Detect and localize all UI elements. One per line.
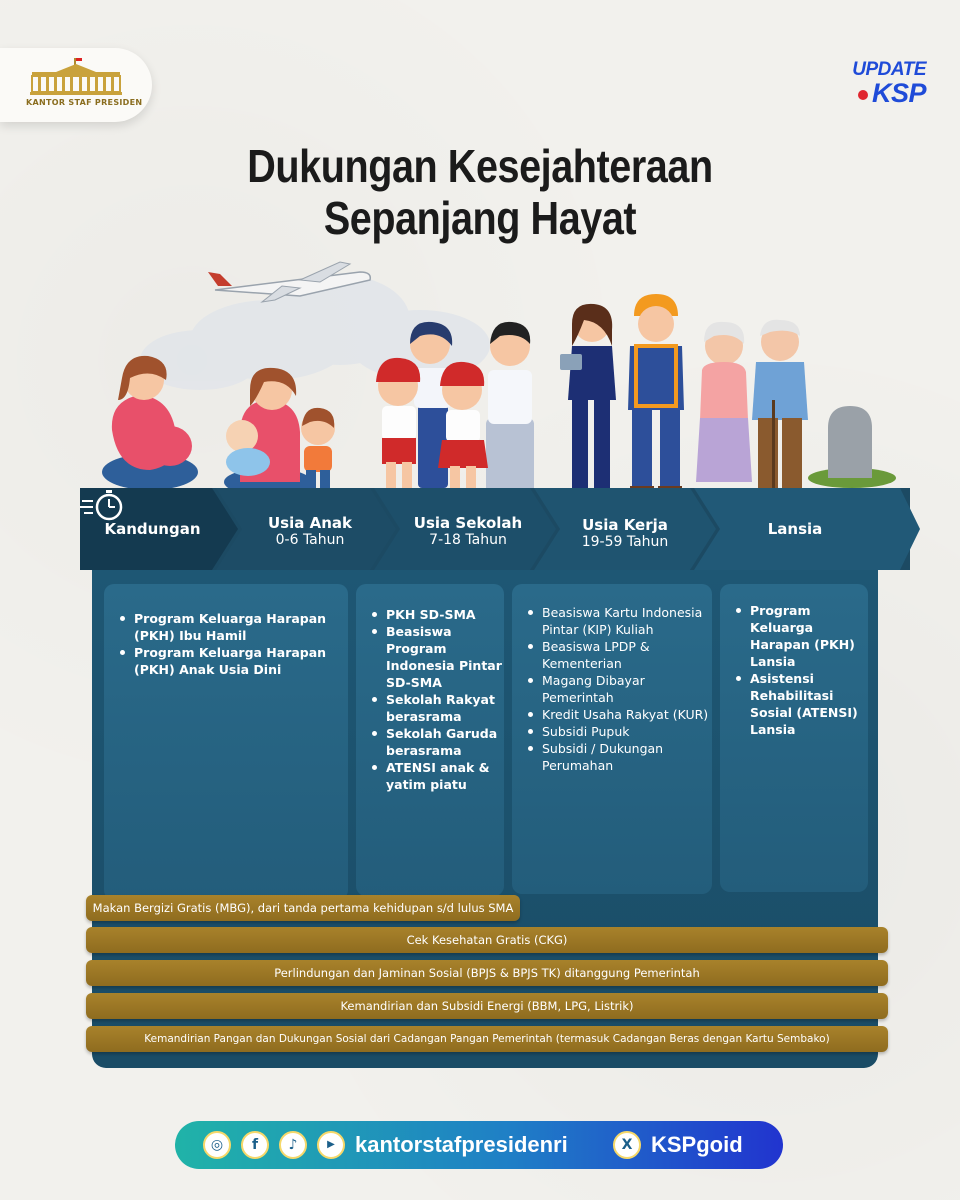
ksp-label: KSP (871, 78, 926, 108)
stage-name: Usia Sekolah (413, 514, 523, 532)
logo-text: KANTOR STAF PRESIDEN (26, 98, 143, 107)
stage-usia-anak (250, 514, 370, 548)
column-usia-sekolah (356, 584, 504, 896)
program-item: Subsidi / Dukungan Perumahan (542, 740, 712, 774)
update-label: UPDATE (852, 59, 926, 80)
program-item: PKH SD-SMA (386, 606, 504, 623)
gravestone-icon (808, 406, 896, 488)
palace-icon (28, 58, 124, 98)
stage-name: Kandungan (104, 520, 201, 538)
youtube-icon[interactable]: ▶ (317, 1131, 345, 1159)
program-item: Beasiswa LPDP & Kementerian (542, 638, 712, 672)
x-icon[interactable]: X (613, 1131, 641, 1159)
life-stage-timeline (80, 488, 920, 570)
program-item: Program Keluarga Harapan (PKH) Ibu Hamil (134, 610, 348, 644)
stage-age: 7-18 Tahun (429, 532, 507, 548)
handle-main[interactable]: kantorstafpresidenri (355, 1132, 568, 1157)
program-item: Asistensi Rehabilitasi Sosial (ATENSI) Lansia (750, 670, 868, 738)
stage-age: 0-6 Tahun (275, 532, 345, 548)
program-item: Beasiswa Kartu Indonesia Pintar (KIP) Kuliah (542, 604, 712, 638)
stage-name: Lansia (767, 520, 823, 538)
stage-age: 19-59 Tahun (581, 534, 669, 550)
bar-mbg: Makan Bergizi Gratis (MBG), dari tanda pertama kehidupan s/d lulus SMA (86, 895, 520, 921)
program-item: Program Keluarga Harapan (PKH) Lansia (750, 602, 868, 670)
life-stages-illustration (0, 250, 960, 500)
bar-pangan: Kemandirian Pangan dan Dukungan Sosial dari Cadangan Pangan Pemerintah (termasuk Cadangan Beras dengan Kartu Sembako) (86, 1026, 888, 1052)
title-line-1: Dukungan Kesejahteraan (247, 140, 713, 192)
working-adults-figure (560, 294, 684, 496)
title-line-2: Sepanjang Hayat (323, 192, 637, 244)
ksp-logo (0, 48, 152, 122)
stage-usia-kerja (560, 516, 690, 550)
tiktok-icon[interactable]: ♪ (279, 1131, 307, 1159)
social-media-bar (175, 1121, 783, 1169)
bar-energi: Kemandirian dan Subsidi Energi (BBM, LPG, Listrik) (86, 993, 888, 1019)
program-item: ATENSI anak & yatim piatu (386, 759, 504, 793)
mother-with-children-figure (224, 368, 335, 496)
program-item: Beasiswa Program Indonesia Pintar SD-SMA (386, 623, 504, 691)
handle-x[interactable]: KSPgoid (651, 1132, 743, 1157)
stopwatch-icon (80, 488, 126, 522)
stage-lansia (740, 520, 850, 538)
stage-name: Usia Kerja (582, 516, 668, 534)
column-kandungan-anak (104, 584, 348, 900)
column-usia-kerja (512, 584, 712, 894)
elderly-couple-figure (696, 320, 808, 490)
program-item: Kredit Usaha Rakyat (KUR) (542, 706, 712, 723)
program-item: Magang Dibayar Pemerintah (542, 672, 712, 706)
stage-kandungan (100, 520, 205, 538)
update-ksp-badge (852, 60, 926, 107)
stage-usia-sekolah (398, 514, 538, 548)
stage-name: Usia Anak (268, 514, 352, 532)
red-dot-icon (858, 90, 868, 100)
instagram-icon[interactable]: ◎ (203, 1131, 231, 1159)
program-item: Subsidi Pupuk (542, 723, 712, 740)
bar-bpjs: Perlindungan dan Jaminan Sosial (BPJS & BPJS TK) ditanggung Pemerintah (86, 960, 888, 986)
program-item: Program Keluarga Harapan (PKH) Anak Usia Dini (134, 644, 348, 678)
bar-ckg: Cek Kesehatan Gratis (CKG) (86, 927, 888, 953)
column-lansia (720, 584, 868, 892)
program-item: Sekolah Garuda berasrama (386, 725, 504, 759)
page-title (0, 140, 960, 244)
facebook-icon[interactable]: f (241, 1131, 269, 1159)
program-item: Sekolah Rakyat berasrama (386, 691, 504, 725)
